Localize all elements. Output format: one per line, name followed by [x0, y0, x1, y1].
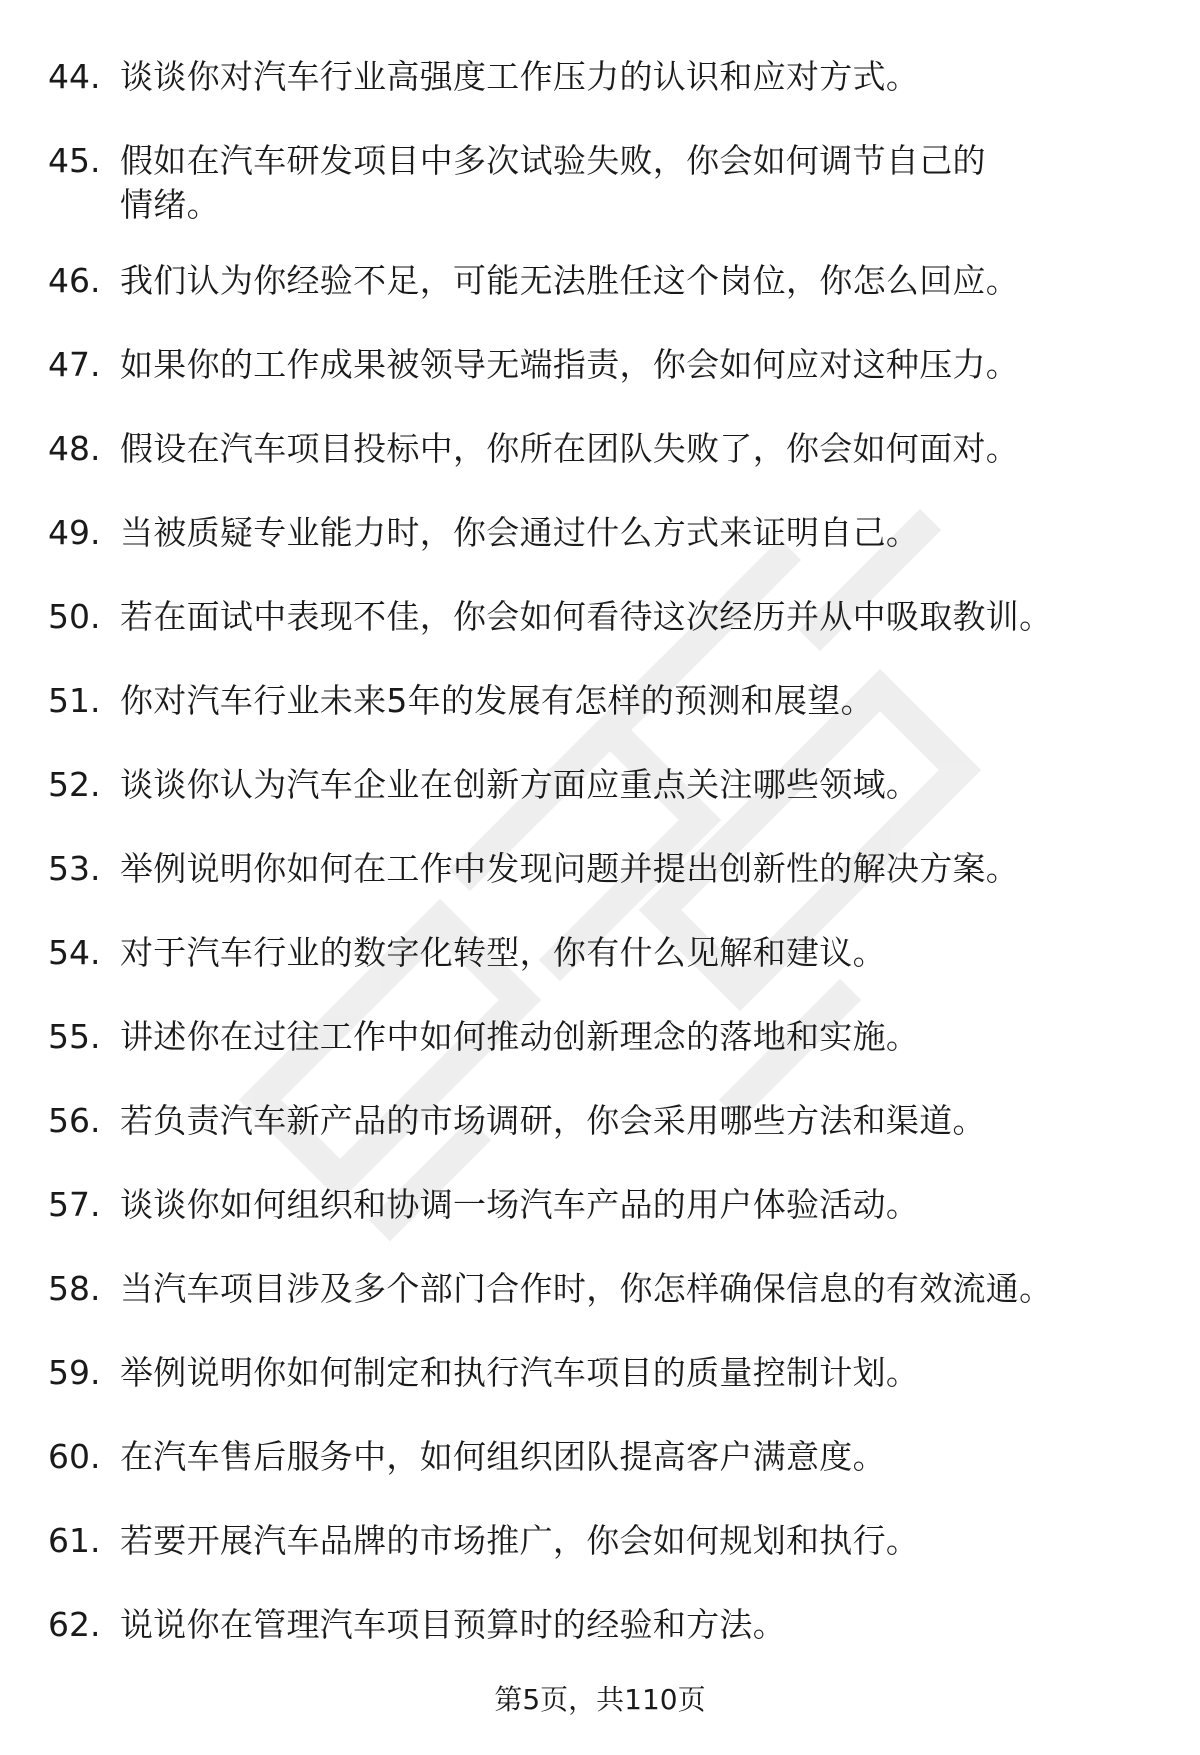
- list-item: [48, 139, 1128, 227]
- question-number: 62.: [48, 1605, 101, 1644]
- question-number: 57.: [48, 1185, 101, 1224]
- question-text: 假设在汽车项目投标中，你所在团队失败了，你会如何面对。: [120, 429, 1020, 468]
- question-number: 56.: [48, 1101, 101, 1140]
- question-number: 52.: [48, 765, 101, 804]
- list-item: [48, 511, 1128, 555]
- list-item: [48, 1435, 1128, 1479]
- question-number: 55.: [48, 1017, 101, 1056]
- question-number: 54.: [48, 933, 101, 972]
- question-text: 讲述你在过往工作中如何推动创新理念的落地和实施。: [120, 1017, 920, 1056]
- question-number: 61.: [48, 1521, 101, 1560]
- question-number: 49.: [48, 513, 101, 552]
- question-number: 50.: [48, 597, 101, 636]
- question-text: 假如在汽车研发项目中多次试验失败，你会如何调节自己的情绪。: [120, 141, 986, 224]
- question-number: 45.: [48, 141, 101, 180]
- question-text: 在汽车售后服务中，如何组织团队提高客户满意度。: [120, 1437, 886, 1476]
- question-number: 58.: [48, 1269, 101, 1308]
- question-text: 若要开展汽车品牌的市场推广，你会如何规划和执行。: [120, 1521, 920, 1560]
- question-number: 46.: [48, 261, 101, 300]
- question-text: 若负责汽车新产品的市场调研，你会采用哪些方法和渠道。: [120, 1101, 986, 1140]
- question-text: 说说你在管理汽车项目预算时的经验和方法。: [120, 1605, 786, 1644]
- list-item: [48, 1267, 1128, 1311]
- question-text: 谈谈你对汽车行业高强度工作压力的认识和应对方式。: [120, 57, 920, 96]
- list-item: [48, 343, 1128, 387]
- question-number: 47.: [48, 345, 101, 384]
- question-text: 我们认为你经验不足，可能无法胜任这个岗位，你怎么回应。: [120, 261, 1020, 300]
- list-item: [48, 1603, 1128, 1647]
- question-text: 谈谈你认为汽车企业在创新方面应重点关注哪些领域。: [120, 765, 920, 804]
- question-number: 51.: [48, 681, 101, 720]
- question-number: 59.: [48, 1353, 101, 1392]
- question-number: 60.: [48, 1437, 101, 1476]
- question-number: 44.: [48, 57, 101, 96]
- question-list: [48, 55, 1128, 1687]
- question-text: 举例说明你如何在工作中发现问题并提出创新性的解决方案。: [120, 849, 1020, 888]
- list-item: [48, 55, 1128, 99]
- question-text: 当汽车项目涉及多个部门合作时，你怎样确保信息的有效流通。: [120, 1269, 1053, 1308]
- question-text: 举例说明你如何制定和执行汽车项目的质量控制计划。: [120, 1353, 920, 1392]
- list-item: [48, 1015, 1128, 1059]
- list-item: [48, 1099, 1128, 1143]
- list-item: [48, 1351, 1128, 1395]
- list-item: [48, 1183, 1128, 1227]
- question-text: 谈谈你如何组织和协调一场汽车产品的用户体验活动。: [120, 1185, 920, 1224]
- question-text: 当被质疑专业能力时，你会通过什么方式来证明自己。: [120, 513, 920, 552]
- list-item: [48, 1519, 1128, 1563]
- question-text: 如果你的工作成果被领导无端指责，你会如何应对这种压力。: [120, 345, 1020, 384]
- question-number: 53.: [48, 849, 101, 888]
- question-text: 你对汽车行业未来5年的发展有怎样的预测和展望。: [120, 681, 874, 720]
- question-text: 若在面试中表现不佳，你会如何看待这次经历并从中吸取教训。: [120, 597, 1053, 636]
- question-number: 48.: [48, 429, 101, 468]
- page-footer: 第5页，共110页: [494, 1683, 706, 1716]
- list-item: [48, 763, 1128, 807]
- list-item: [48, 679, 1128, 723]
- question-text: 对于汽车行业的数字化转型，你有什么见解和建议。: [120, 933, 886, 972]
- list-item: [48, 259, 1128, 303]
- list-item: [48, 931, 1128, 975]
- list-item: [48, 427, 1128, 471]
- list-item: [48, 847, 1128, 891]
- list-item: [48, 595, 1128, 639]
